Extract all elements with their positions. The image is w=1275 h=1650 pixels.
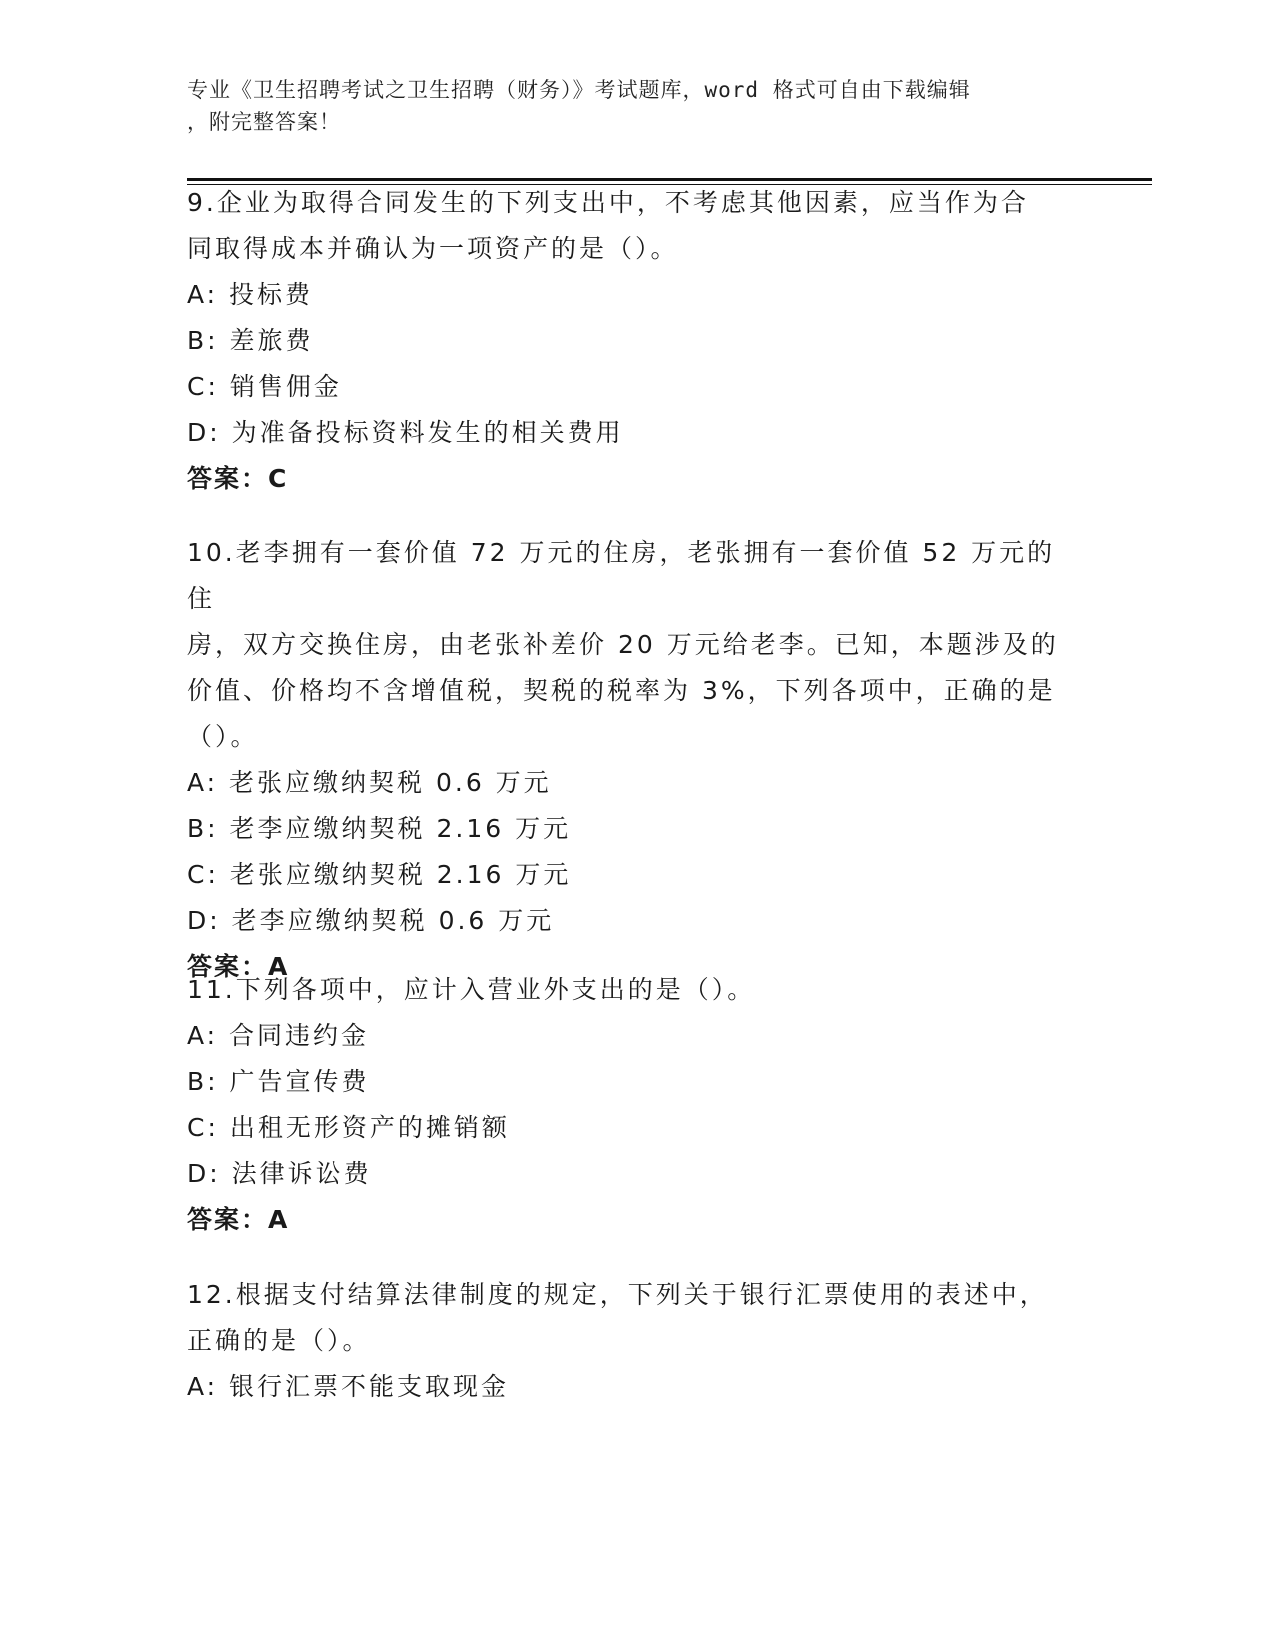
- question-12: [187, 1272, 1067, 1410]
- option-c: C: 出租无形资产的摊销额: [187, 1113, 510, 1142]
- question-10: [187, 530, 1067, 990]
- header-line-2: ，附完整答案！: [187, 110, 341, 134]
- option-d: D: 为准备投标资料发生的相关费用: [187, 418, 624, 447]
- option-a: A: 合同违约金: [187, 1021, 370, 1050]
- answer: 答案：C: [187, 464, 289, 493]
- answer: 答案：A: [187, 952, 290, 981]
- option-b: B: 老李应缴纳契税 2.16 万元: [187, 814, 572, 843]
- document-header: [187, 74, 1067, 138]
- question-11: [187, 967, 1067, 1243]
- option-a: A: 银行汇票不能支取现金: [187, 1372, 510, 1401]
- question-stem-line: 10.老李拥有一套价值 72 万元的住房，老张拥有一套价值 52 万元的住: [187, 538, 1056, 613]
- option-a: A: 老张应缴纳契税 0.6 万元: [187, 768, 552, 797]
- option-b: B: 广告宣传费: [187, 1067, 370, 1096]
- answer: 答案：A: [187, 1205, 290, 1234]
- option-a: A: 投标费: [187, 280, 314, 309]
- question-stem-line: 价值、价格均不含增值税，契税的税率为 3%，下列各项中，正确的是: [187, 676, 1056, 705]
- header-line-1: 专业《卫生招聘考试之卫生招聘（财务）》考试题库，word 格式可自由下载编辑: [187, 78, 971, 102]
- question-stem-line: 11.下列各项中，应计入营业外支出的是（）。: [187, 975, 756, 1004]
- question-9: [187, 180, 1067, 502]
- question-stem-line: 正确的是（）。: [187, 1326, 371, 1355]
- question-stem-line: 9.企业为取得合同发生的下列支出中，不考虑其他因素，应当作为合: [187, 188, 1029, 217]
- option-c: C: 老张应缴纳契税 2.16 万元: [187, 860, 572, 889]
- question-stem-line: （）。: [187, 722, 259, 751]
- option-d: D: 法律诉讼费: [187, 1159, 372, 1188]
- question-stem-line: 12.根据支付结算法律制度的规定，下列关于银行汇票使用的表述中，: [187, 1280, 1048, 1309]
- question-stem-line: 房，双方交换住房，由老张补差价 20 万元给老李。已知，本题涉及的: [187, 630, 1059, 659]
- option-d: D: 老李应缴纳契税 0.6 万元: [187, 906, 555, 935]
- question-stem-line: 同取得成本并确认为一项资产的是（）。: [187, 234, 679, 263]
- option-b: B: 差旅费: [187, 326, 314, 355]
- option-c: C: 销售佣金: [187, 372, 342, 401]
